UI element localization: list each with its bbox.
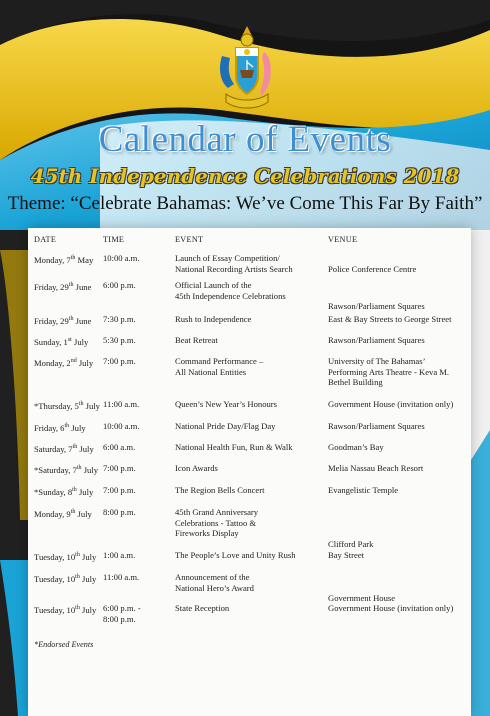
event-time: 1:00 a.m.	[103, 550, 136, 560]
event-name: State Reception	[175, 603, 230, 613]
event-venue: Rawson/Parliament Squares	[328, 335, 425, 345]
event-time: 6:00 p.m. - 8:00 p.m.	[103, 603, 141, 624]
event-venue: Evangelistic Temple	[328, 485, 399, 495]
event-date: Monday, 7th May	[34, 254, 94, 265]
event-venue: University of The Bahamas’ Performing Arts Theatre - Keva M. Bethel Building	[328, 356, 450, 387]
event-date: Friday, 29th June	[34, 281, 92, 292]
event-name: Announcement of the National Hero’s Award	[175, 572, 254, 593]
event-venue: East & Bay Streets to George Street	[328, 314, 452, 324]
event-time: 10:00 a.m.	[103, 421, 140, 431]
event-name: Command Performance – All National Entities	[175, 356, 264, 377]
event-date: Monday, 9th July	[34, 508, 92, 519]
event-name: Official Launch of the 45th Independence Celebrations	[175, 280, 286, 301]
event-venue: Bay Street	[328, 550, 365, 560]
event-date: Friday, 6th July	[34, 422, 86, 433]
event-date: Tuesday, 10th July	[34, 573, 97, 584]
event-name: Rush to Independence	[175, 314, 252, 324]
event-venue: Rawson/Parliament Squares	[328, 421, 425, 431]
event-venue: Rawson/Parliament Squares	[328, 301, 425, 311]
event-time: 7:00 p.m.	[103, 485, 136, 495]
event-time: 6:00 a.m.	[103, 442, 136, 452]
event-time: 10:00 a.m.	[103, 253, 140, 263]
header-date: DATE	[34, 235, 57, 244]
event-name: National Health Fun, Run & Walk	[175, 442, 293, 452]
event-time: 11:00 a.m.	[103, 399, 140, 409]
event-name: The People’s Love and Unity Rush	[175, 550, 296, 560]
event-date: *Thursday, 5th July	[34, 400, 100, 411]
event-date: *Sunday, 8th July	[34, 486, 94, 497]
event-date: Monday, 2nd July	[34, 357, 94, 368]
event-name: Beat Retreat	[175, 335, 218, 345]
event-date: Friday, 29th June	[34, 315, 92, 326]
header-event: EVENT	[175, 235, 204, 244]
event-name: Queen’s New Year’s Honours	[175, 399, 277, 409]
event-date: Tuesday, 10th July	[34, 551, 97, 562]
event-time: 7:00 p.m.	[103, 356, 136, 366]
bahamas-coat-of-arms-icon	[212, 22, 282, 114]
event-date: *Saturday, 7th July	[34, 464, 99, 475]
header-venue: VENUE	[328, 235, 358, 244]
event-time: 11:00 a.m.	[103, 572, 140, 582]
theme-line: Theme: “Celebrate Bahamas: We’ve Come This Far By Faith”	[7, 193, 483, 214]
event-date: Tuesday, 10th July	[34, 604, 97, 615]
event-venue: Clifford Park	[328, 538, 374, 549]
event-venue: Government House (invitation only)	[328, 399, 454, 409]
event-venue: Government House	[328, 593, 396, 603]
event-time: 7:30 p.m.	[103, 314, 136, 324]
event-name: National Pride Day/Flag Day	[175, 421, 276, 431]
event-venue: Government House (invitation only)	[328, 603, 454, 613]
event-name: 45th Grand Anniversary Celebrations - Tattoo & Fireworks Display	[175, 507, 259, 538]
page-title: Calendar of Events	[98, 119, 392, 160]
event-venue: Police Conference Centre	[328, 263, 417, 274]
event-time: 6:00 p.m.	[103, 280, 136, 290]
event-date: Saturday, 7th July	[34, 443, 94, 454]
footnote: *Endorsed Events	[34, 640, 94, 649]
event-time: 8:00 p.m.	[103, 507, 136, 517]
event-time: 5:30 p.m.	[103, 335, 136, 345]
event-name: The Region Bells Concert	[175, 485, 265, 495]
event-date: Sunday, 1st July	[34, 336, 89, 347]
event-venue: Goodman’s Bay	[328, 442, 384, 452]
event-name: Launch of Essay Competition/ National Recording Artists Search	[175, 253, 293, 274]
event-time: 7:00 p.m.	[103, 463, 136, 473]
event-venue: Melia Nassau Beach Resort	[328, 463, 424, 473]
header-time: TIME	[103, 235, 125, 244]
event-name: Icon Awards	[175, 463, 218, 473]
events-table	[28, 228, 471, 716]
page-subtitle: 45th Independence Celebrations 2018	[30, 164, 460, 188]
